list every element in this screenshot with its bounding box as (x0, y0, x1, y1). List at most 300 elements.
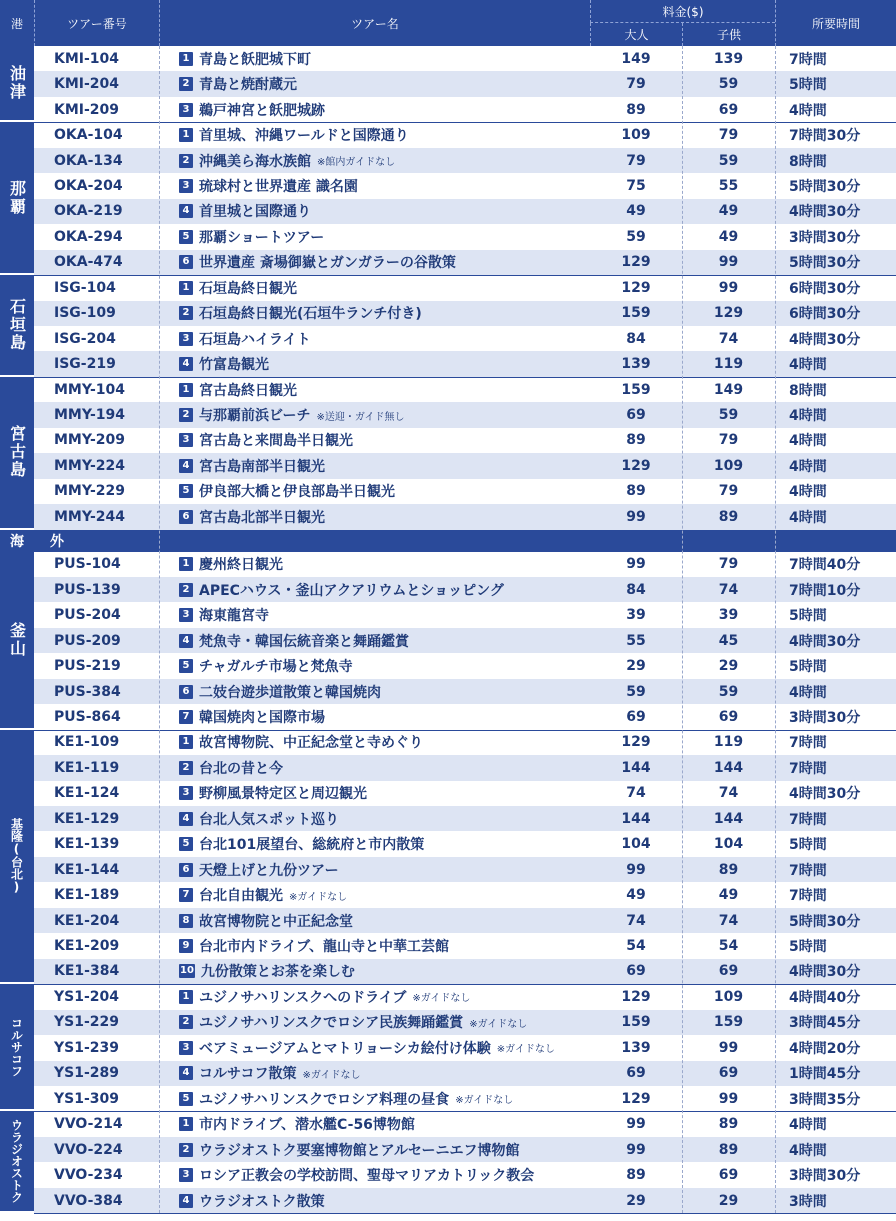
duration: 5時間 (789, 939, 827, 956)
tour-name (159, 781, 590, 806)
tour-note: ※ガイドなし (289, 891, 348, 903)
tour-note: ※ガイドなし (412, 993, 471, 1005)
adult-price: 89 (626, 483, 646, 500)
tour-code: VVO-224 (54, 1141, 123, 1158)
tour-note: ※ガイドなし (302, 1069, 361, 1081)
port-label: 宮古島 (0, 377, 34, 530)
duration: 3時間45分 (789, 1015, 861, 1032)
adult-price: 144 (621, 810, 651, 827)
duration: 7時間 (789, 862, 827, 879)
tour-number-badge: 2 (179, 77, 193, 91)
tour-name-text: 韓国焼肉と国際市場 (199, 709, 325, 726)
duration: 4時間 (789, 484, 827, 501)
duration: 5時間30分 (789, 255, 861, 272)
tour-note: ※館内ガイドなし (317, 157, 396, 169)
tour-name (159, 552, 590, 577)
tour-name (159, 653, 590, 678)
tour-name (159, 199, 590, 224)
duration: 7時間 (789, 811, 827, 828)
tour-code: OKA-204 (54, 177, 123, 194)
duration: 5時間30分 (789, 178, 861, 195)
adult-price: 74 (626, 785, 646, 802)
tour-name-text: 慶州終日観光 (199, 557, 283, 574)
tour-name-text: 世界遺産 斎場御嶽とガンガラーの谷散策 (199, 255, 456, 272)
tour-code: KE1-119 (54, 759, 120, 776)
adult-price: 89 (626, 1167, 646, 1184)
duration: 6時間30分 (789, 306, 861, 323)
duration: 5時間 (789, 77, 827, 94)
tour-note: ※送迎・ガイド無し (316, 411, 405, 423)
tour-number-badge: 1 (179, 383, 193, 397)
tour-number-badge: 3 (179, 608, 193, 622)
duration: 4時間 (789, 1117, 827, 1134)
adult-price: 104 (621, 836, 651, 853)
duration: 5時間 (789, 837, 827, 854)
duration: 8時間 (789, 382, 827, 399)
duration: 5時間30分 (789, 913, 861, 930)
column-divider (682, 46, 683, 1213)
tour-number-badge: 8 (179, 914, 193, 928)
tour-name (159, 577, 590, 602)
tour-number-badge: 1 (179, 281, 193, 295)
tour-code: KMI-209 (54, 101, 120, 118)
duration: 4時間40分 (789, 989, 861, 1006)
tour-name (159, 301, 590, 326)
tour-name-text: 竹富島観光 (199, 357, 269, 374)
adult-price: 144 (621, 759, 651, 776)
adult-price: 129 (621, 1090, 651, 1107)
header-adult: 大人 (590, 23, 682, 46)
tour-name-text: 台北自由観光 (199, 888, 283, 905)
tour-name (159, 959, 590, 984)
tour-name-text: 首里城、沖縄ワールドと国際通り (199, 128, 409, 145)
tour-number-badge: 5 (179, 837, 193, 851)
tour-number-badge: 6 (179, 685, 193, 699)
tour-code: MMY-229 (54, 483, 125, 500)
tour-number-badge: 4 (179, 357, 193, 371)
child-price: 89 (718, 1116, 739, 1133)
header-child: 子供 (682, 23, 775, 46)
adult-price: 69 (626, 1065, 646, 1082)
tour-name (159, 453, 590, 478)
adult-price: 99 (626, 1116, 646, 1133)
tour-code: PUS-864 (54, 708, 121, 725)
tour-code: ISG-104 (54, 279, 116, 296)
adult-price: 99 (626, 556, 646, 573)
duration: 4時間 (789, 1142, 827, 1159)
tour-name (159, 628, 590, 653)
tour-number-badge: 7 (179, 710, 193, 724)
tour-name-text: 二妓台遊歩道散策と韓国焼肉 (199, 684, 381, 701)
child-price: 49 (718, 228, 739, 245)
tour-number-badge: 3 (179, 786, 193, 800)
adult-price: 89 (626, 101, 646, 118)
header-price: 料金($) (590, 0, 775, 23)
child-price: 89 (718, 508, 739, 525)
tour-code: KE1-139 (54, 836, 120, 853)
child-price: 69 (718, 708, 739, 725)
duration: 7時間10分 (789, 582, 861, 599)
duration: 7時間 (789, 760, 827, 777)
tour-code: OKA-294 (54, 228, 123, 245)
child-price: 45 (718, 632, 739, 649)
child-price: 74 (718, 912, 739, 929)
duration: 7時間40分 (789, 557, 861, 574)
tour-name (159, 857, 590, 882)
port-label: 釜山 (0, 552, 34, 730)
adult-price: 149 (621, 50, 651, 67)
tour-name-text: ロシア正教会の学校訪問、聖母マリアカトリック教会 (199, 1168, 535, 1185)
adult-price: 29 (626, 1192, 646, 1209)
child-price: 69 (718, 1167, 739, 1184)
tour-name-text: APECハウス・釜山アクアリウムとショッピング (199, 582, 504, 599)
tour-note: ※ガイドなし (455, 1095, 514, 1107)
tour-name-text: 琉球村と世界遺産 識名園 (199, 178, 358, 195)
adult-price: 129 (621, 457, 651, 474)
adult-price: 159 (621, 381, 651, 398)
duration: 5時間 (789, 608, 827, 625)
port-label: 基隆(台北) (0, 730, 34, 985)
duration: 4時間30分 (789, 786, 861, 803)
tour-code: MMY-194 (54, 407, 125, 424)
tour-name-text: 故宮博物院と中正紀念堂 (199, 913, 353, 930)
tour-name (159, 46, 590, 71)
port-label: 石垣島 (0, 275, 34, 377)
tour-name (159, 602, 590, 627)
tour-name (159, 122, 590, 147)
tour-name-text: 首里城と国際通り (199, 204, 311, 221)
child-price: 69 (718, 963, 739, 980)
adult-price: 75 (626, 177, 646, 194)
tour-number-badge: 1 (179, 990, 193, 1004)
tour-number-badge: 7 (179, 888, 193, 902)
tour-name-text: ウラジオストク要塞博物館とアルセーニエフ博物館 (199, 1142, 520, 1159)
tour-name (159, 377, 590, 402)
duration: 3時間 (789, 1193, 827, 1210)
child-price: 129 (713, 305, 744, 322)
adult-price: 69 (626, 963, 646, 980)
tour-code: KE1-129 (54, 810, 120, 827)
tour-code: KE1-209 (54, 938, 120, 955)
child-price: 79 (718, 556, 739, 573)
tour-number-badge: 4 (179, 1066, 193, 1080)
child-price: 69 (718, 1065, 739, 1082)
tour-name (159, 1188, 590, 1213)
tour-code: OKA-474 (54, 254, 123, 271)
adult-price: 74 (626, 912, 646, 929)
tour-note: ※ガイドなし (469, 1018, 528, 1030)
duration: 4時間30分 (789, 964, 861, 981)
tour-name (159, 933, 590, 958)
tour-name-text: 台北市内ドライブ、龍山寺と中華工芸館 (199, 939, 450, 956)
tour-code: KE1-109 (54, 734, 120, 751)
child-price: 119 (713, 356, 744, 373)
duration: 7時間 (789, 888, 827, 905)
tour-name (159, 1137, 590, 1162)
header-code: ツアー番号 (34, 0, 159, 46)
duration: 4時間 (789, 102, 827, 119)
tour-number-badge: 6 (179, 863, 193, 877)
tour-name (159, 97, 590, 122)
child-price: 49 (718, 887, 739, 904)
child-price: 109 (713, 988, 744, 1005)
tour-number-badge: 1 (179, 1117, 193, 1131)
child-price: 99 (718, 279, 739, 296)
duration: 4時間20分 (789, 1040, 861, 1057)
child-price: 149 (713, 381, 744, 398)
tour-code: PUS-384 (54, 683, 121, 700)
tour-number-badge: 5 (179, 659, 193, 673)
tour-name (159, 250, 590, 275)
port-label: 那覇 (0, 122, 34, 275)
tour-code: ISG-204 (54, 330, 116, 347)
duration: 3時間30分 (789, 229, 861, 246)
adult-price: 129 (621, 279, 651, 296)
tour-code: PUS-204 (54, 607, 121, 624)
tour-number-badge: 5 (179, 230, 193, 244)
tour-name-text: 天燈上げと九份ツアー (199, 862, 339, 879)
tour-code: YS1-229 (54, 1014, 119, 1031)
duration: 4時間 (789, 684, 827, 701)
tour-code: ISG-109 (54, 305, 116, 322)
duration: 5時間 (789, 659, 827, 676)
adult-price: 139 (621, 356, 651, 373)
duration: 7時間 (789, 51, 827, 68)
tour-name-text: 台北101展望台、総統府と市内散策 (199, 837, 425, 854)
duration: 3時間35分 (789, 1091, 861, 1108)
adult-price: 79 (626, 152, 646, 169)
child-price: 99 (718, 1090, 739, 1107)
child-price: 74 (718, 330, 739, 347)
adult-price: 129 (621, 254, 651, 271)
adult-price: 69 (626, 708, 646, 725)
child-price: 119 (713, 734, 744, 751)
tour-name (159, 679, 590, 704)
tour-name (159, 882, 590, 907)
tour-name-text: 那覇ショートツアー (199, 229, 325, 246)
tour-name (159, 275, 590, 300)
tour-name-text: ユジノサハリンスクでロシア料理の昼食 (199, 1091, 450, 1108)
tour-code: OKA-134 (54, 152, 123, 169)
header-port: 港 (0, 0, 34, 46)
child-price: 74 (718, 785, 739, 802)
adult-price: 159 (621, 1014, 651, 1031)
tour-number-badge: 6 (179, 255, 193, 269)
child-price: 109 (713, 457, 744, 474)
tour-code: VVO-384 (54, 1192, 123, 1209)
tour-name (159, 704, 590, 729)
child-price: 55 (718, 177, 739, 194)
child-price: 159 (713, 1014, 744, 1031)
child-price: 59 (718, 152, 739, 169)
tour-number-badge: 1 (179, 557, 193, 571)
tour-name (159, 1162, 590, 1187)
tour-code: KE1-144 (54, 861, 120, 878)
adult-price: 159 (621, 305, 651, 322)
tour-code: MMY-104 (54, 381, 125, 398)
column-divider (775, 46, 776, 1213)
duration: 8時間 (789, 153, 827, 170)
adult-price: 39 (626, 607, 646, 624)
tour-code: ISG-219 (54, 356, 116, 373)
tour-number-badge: 4 (179, 812, 193, 826)
tour-name (159, 908, 590, 933)
tour-name-text: 石垣島終日観光 (199, 280, 297, 297)
tour-number-badge: 3 (179, 179, 193, 193)
tour-note: ※ガイドなし (496, 1044, 555, 1056)
tour-code: VVO-234 (54, 1167, 123, 1184)
child-price: 59 (718, 683, 739, 700)
duration: 3時間30分 (789, 709, 861, 726)
column-divider (159, 46, 160, 1213)
tour-code: KE1-189 (54, 887, 120, 904)
child-price: 79 (718, 483, 739, 500)
adult-price: 129 (621, 988, 651, 1005)
child-price: 29 (718, 658, 739, 675)
adult-price: 49 (626, 887, 646, 904)
tour-code: YS1-204 (54, 988, 119, 1005)
tour-number-badge: 2 (179, 1015, 193, 1029)
tour-name (159, 1111, 590, 1136)
tour-name (159, 806, 590, 831)
child-price: 79 (718, 127, 739, 144)
port-label: コルサコフ (0, 984, 34, 1111)
tour-number-badge: 1 (179, 735, 193, 749)
header-time: 所要時間 (775, 0, 896, 46)
adult-price: 59 (626, 683, 646, 700)
tour-name-text: 台北人気スポット巡り (199, 811, 339, 828)
tour-number-badge: 9 (179, 939, 193, 953)
tour-name-text: 梵魚寺・韓国伝統音楽と舞踊鑑賞 (199, 633, 409, 650)
tour-name (159, 224, 590, 249)
tour-name (159, 1035, 590, 1060)
tour-number-badge: 1 (179, 128, 193, 142)
tour-name-text: 宮古島と来間島半日観光 (199, 433, 353, 450)
tour-code: KE1-384 (54, 963, 120, 980)
tour-name (159, 504, 590, 529)
tour-number-badge: 5 (179, 484, 193, 498)
tour-number-badge: 2 (179, 583, 193, 597)
child-price: 144 (713, 810, 744, 827)
adult-price: 84 (626, 330, 646, 347)
tour-code: YS1-239 (54, 1039, 119, 1056)
tour-name (159, 402, 590, 427)
tour-name-text: 与那覇前浜ビーチ (199, 408, 311, 425)
adult-price: 54 (626, 938, 646, 955)
tour-number-badge: 4 (179, 1194, 193, 1208)
tour-name (159, 479, 590, 504)
tour-name-text: 野柳風景特定区と周辺観光 (199, 786, 367, 803)
duration: 4時間30分 (789, 204, 861, 221)
adult-price: 79 (626, 76, 646, 93)
adult-price: 29 (626, 658, 646, 675)
adult-price: 99 (626, 1141, 646, 1158)
adult-price: 99 (626, 508, 646, 525)
tour-name (159, 984, 590, 1009)
tour-name-text: 宮古島北部半日観光 (199, 509, 325, 526)
child-price: 74 (718, 581, 739, 598)
adult-price: 99 (626, 861, 646, 878)
adult-price: 129 (621, 734, 651, 751)
tour-name (159, 428, 590, 453)
child-price: 29 (718, 1192, 739, 1209)
duration: 7時間30分 (789, 128, 861, 145)
tour-code: MMY-224 (54, 457, 125, 474)
tour-name-text: 台北の昔と今 (199, 760, 283, 777)
tour-name-text: 伊良部大橋と伊良部島半日観光 (199, 484, 395, 501)
tour-code: PUS-139 (54, 581, 121, 598)
child-price: 69 (718, 101, 739, 118)
tour-name-text: 九份散策とお茶を楽しむ (200, 964, 355, 981)
tour-name-text: 故宮博物院、中正紀念堂と寺めぐり (199, 735, 423, 752)
tour-name-text: ユジノサハリンスクへのドライブ (199, 989, 407, 1006)
tour-name-text: コルサコフ散策 (199, 1066, 297, 1083)
tour-number-badge: 3 (179, 433, 193, 447)
tour-code: PUS-104 (54, 556, 121, 573)
tour-number-badge: 2 (179, 761, 193, 775)
tour-number-badge: 2 (179, 306, 193, 320)
child-price: 89 (718, 1141, 739, 1158)
tour-number-badge: 4 (179, 204, 193, 218)
duration: 4時間30分 (789, 633, 861, 650)
tour-code: MMY-209 (54, 432, 125, 449)
tour-name-text: チャガルチ市場と梵魚寺 (199, 659, 353, 676)
tour-name (159, 832, 590, 857)
duration: 4時間 (789, 458, 827, 475)
tour-number-badge: 3 (179, 332, 193, 346)
tour-name (159, 326, 590, 351)
child-price: 39 (718, 607, 739, 624)
tour-number-badge: 1 (179, 52, 193, 66)
tour-code: OKA-219 (54, 203, 123, 220)
tour-code: KMI-204 (54, 76, 120, 93)
tour-name-text: 石垣島終日観光(石垣牛ランチ付き) (199, 306, 422, 323)
tour-name-text: ユジノサハリンスクでロシア民族舞踊鑑賞 (199, 1015, 464, 1032)
adult-price: 84 (626, 581, 646, 598)
duration: 6時間30分 (789, 280, 861, 297)
overseas-band: 海 外 (0, 530, 896, 552)
duration: 1時間45分 (789, 1066, 861, 1083)
tour-name (159, 730, 590, 755)
duration: 4時間30分 (789, 331, 861, 348)
tour-code: VVO-214 (54, 1116, 123, 1133)
tour-name-text: 宮古島南部半日観光 (199, 458, 325, 475)
tour-code: KE1-204 (54, 912, 120, 929)
tour-code: YS1-289 (54, 1065, 119, 1082)
tour-name-text: 沖縄美ら海水族館 (199, 153, 311, 170)
tour-number-badge: 3 (179, 1041, 193, 1055)
tour-name-text: 青島と飫肥城下町 (199, 51, 311, 68)
adult-price: 89 (626, 432, 646, 449)
tour-name (159, 755, 590, 780)
tour-code: PUS-219 (54, 658, 121, 675)
tour-name-text: ベアミュージアムとマトリョーシカ絵付け体験 (199, 1040, 491, 1057)
tour-name-text: 鵜戸神宮と飫肥城跡 (199, 102, 325, 119)
child-price: 89 (718, 861, 739, 878)
adult-price: 55 (626, 632, 646, 649)
tour-code: KE1-124 (54, 785, 120, 802)
tour-name-text: 宮古島終日観光 (199, 382, 297, 399)
child-price: 99 (718, 1039, 739, 1056)
header-name: ツアー名 (159, 0, 590, 46)
child-price: 54 (718, 938, 739, 955)
adult-price: 59 (626, 228, 646, 245)
tour-number-badge: 2 (179, 154, 193, 168)
tour-name (159, 351, 590, 376)
duration: 4時間 (789, 408, 827, 425)
tour-number-badge: 5 (179, 1092, 193, 1106)
tour-number-badge: 4 (179, 459, 193, 473)
